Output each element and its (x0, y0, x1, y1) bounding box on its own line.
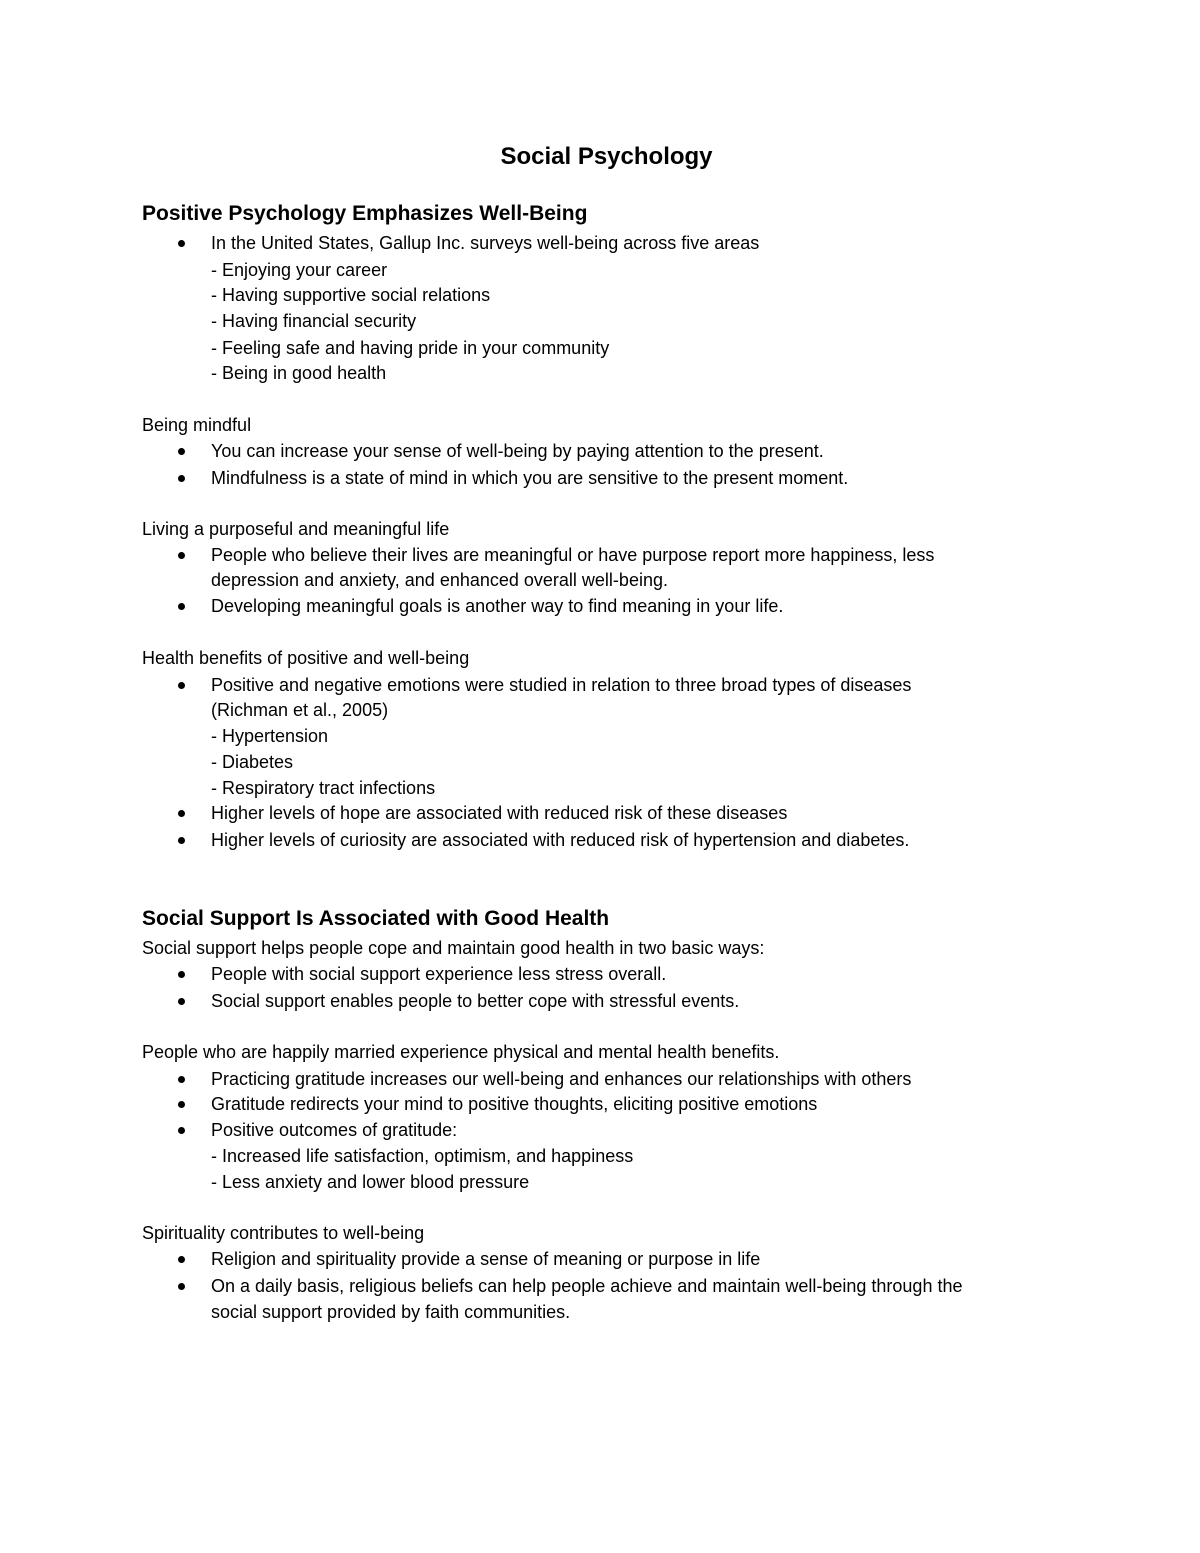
bullet-dot (178, 1256, 185, 1263)
sub-item: - Having supportive social relations (211, 285, 491, 305)
list-item: Developing meaningful goals is another way to find meaning in your life. (211, 596, 784, 616)
sub-item: - Less anxiety and lower blood pressure (211, 1172, 530, 1192)
list-item-continuation: (Richman et al., 2005) (211, 700, 389, 720)
bullet-dot (178, 998, 185, 1005)
list-item: Positive and negative emotions were studied in relation to three broad types of diseases (211, 675, 912, 695)
sub-item: - Having financial security (211, 311, 417, 331)
list-item: Gratitude redirects your mind to positive thoughts, eliciting positive emotions (211, 1094, 818, 1114)
subsection-label-mindful: Being mindful (142, 415, 252, 435)
bullet-dot (178, 475, 185, 482)
list-item: On a daily basis, religious beliefs can help people achieve and maintain well-being through the (211, 1276, 963, 1296)
bullet-dot (178, 971, 185, 978)
list-item-continuation: depression and anxiety, and enhanced overall well-being. (211, 570, 668, 590)
list-item-continuation: social support provided by faith communities. (211, 1302, 571, 1322)
subsection-label-health: Health benefits of positive and well-being (142, 648, 470, 668)
list-item: You can increase your sense of well-being by paying attention to the present. (211, 441, 824, 461)
bullet-dot (178, 603, 185, 610)
section-heading-positive-psychology: Positive Psychology Emphasizes Well-Being (142, 202, 588, 225)
list-item: In the United States, Gallup Inc. surveys well-being across five areas (211, 233, 760, 253)
sub-item: - Respiratory tract infections (211, 778, 436, 798)
list-item: Mindfulness is a state of mind in which you are sensitive to the present moment. (211, 468, 849, 488)
bullet-dot (178, 1127, 185, 1134)
sub-item: - Feeling safe and having pride in your community (211, 338, 610, 358)
list-item: Practicing gratitude increases our well-being and enhances our relationships with others (211, 1069, 912, 1089)
bullet-dot (178, 810, 185, 817)
list-item: People with social support experience less stress overall. (211, 964, 667, 984)
list-item: Higher levels of hope are associated with reduced risk of these diseases (211, 803, 788, 823)
page-title: Social Psychology (500, 143, 713, 170)
sub-item: - Hypertension (211, 726, 329, 746)
sub-item: - Increased life satisfaction, optimism, and happiness (211, 1146, 634, 1166)
subsection-label-spirituality: Spirituality contributes to well-being (142, 1223, 425, 1243)
list-item: People who believe their lives are meaningful or have purpose report more happiness, less (211, 545, 935, 565)
bullet-dot (178, 552, 185, 559)
subsection-label-married: People who are happily married experience physical and mental health benefits. (142, 1042, 780, 1062)
bullet-dot (178, 448, 185, 455)
bullet-dot (178, 240, 185, 247)
bullet-dot (178, 837, 185, 844)
list-item: Higher levels of curiosity are associated with reduced risk of hypertension and diabetes. (211, 830, 910, 850)
sub-item: - Diabetes (211, 752, 294, 772)
bullet-dot (178, 1076, 185, 1083)
list-item: Positive outcomes of gratitude: (211, 1120, 458, 1140)
section-intro: Social support helps people cope and maintain good health in two basic ways: (142, 938, 765, 958)
bullet-dot (178, 1101, 185, 1108)
sub-item: - Enjoying your career (211, 260, 388, 280)
bullet-dot (178, 1283, 185, 1290)
list-item: Religion and spirituality provide a sense of meaning or purpose in life (211, 1249, 761, 1269)
list-item: Social support enables people to better cope with stressful events. (211, 991, 740, 1011)
section-heading-social-support: Social Support Is Associated with Good Health (142, 907, 610, 930)
bullet-dot (178, 682, 185, 689)
sub-item: - Being in good health (211, 363, 387, 383)
subsection-label-purpose: Living a purposeful and meaningful life (142, 519, 450, 539)
